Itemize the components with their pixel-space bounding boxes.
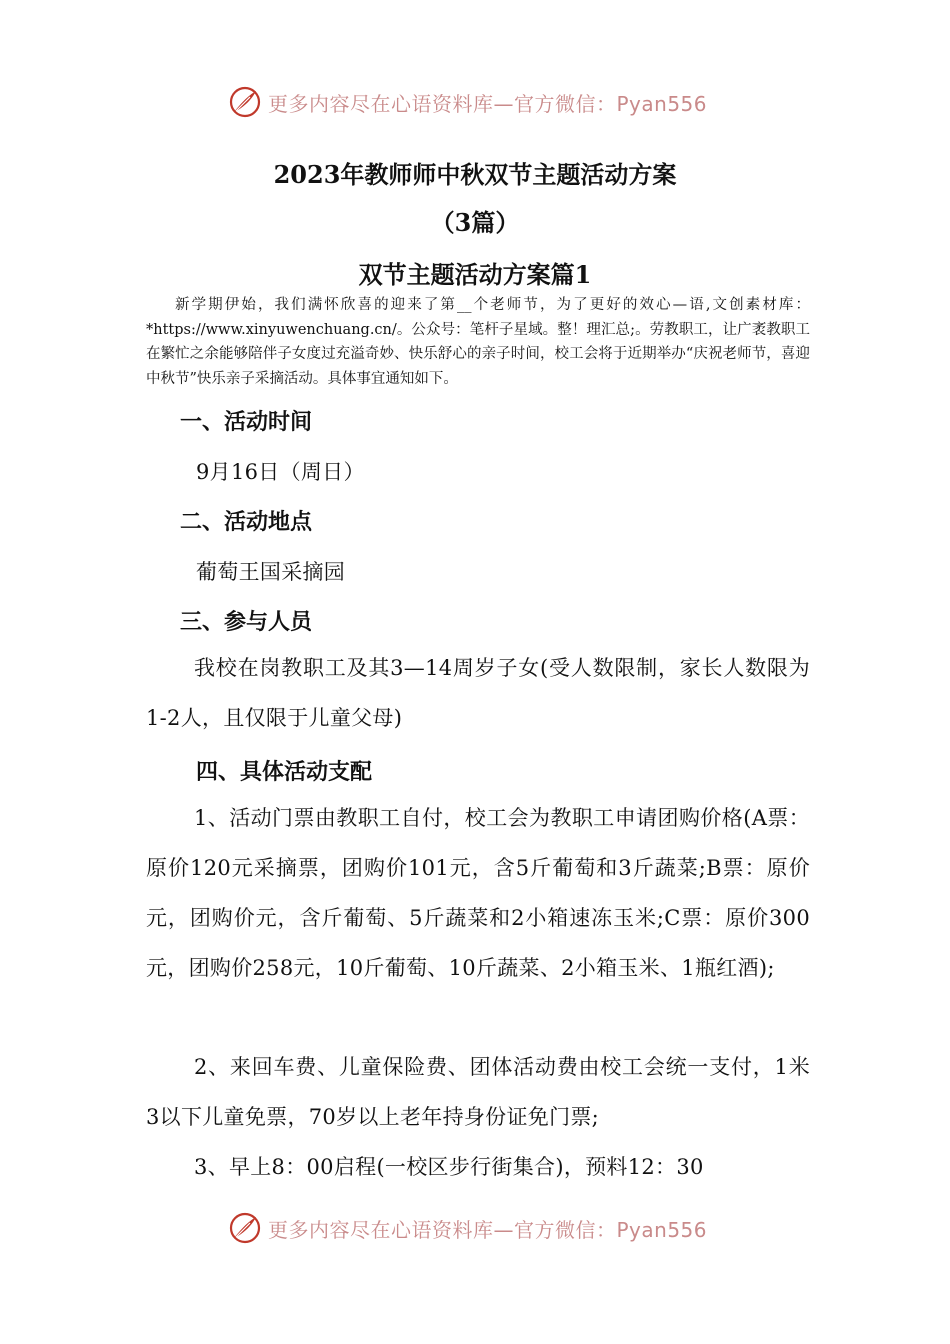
document-title: 2023年教师师中秋双节主题活动方案 [273,160,677,189]
intro-paragraph: 新学期伊始，我们满怀欣喜的迎来了第__个老师节，为了更好的效心—语,文创素材库：*https://www.xinyuwenchuang.cn/。公众号：笔杆子星域。整！理汇总;。劳教职工，让广袤教职工在繁忙之余能够陪伴子女度过充溢奇妙、快乐舒心的亲子时间，校工会将于近期举办“庆祝老师节，喜迎中秋节”快乐亲子采摘活动。具体事宜通知如下。 [146,297,810,387]
heading-activity-arrangement: 四、具体活动支配 [196,759,373,785]
heading-activity-time: 一、活动时间 [180,409,313,435]
heading-activity-location: 二、活动地点 [180,509,313,535]
watermark-text: 更多内容尽在心语资料库—官方微信：Pyan556 [268,1217,708,1242]
activity-time-text: 9月16日（周日） [196,460,365,484]
arrangement-item-2: 2、来回车费、儿童保险费、团体活动费由校工会统一支付，1米3以下儿童免票，70岁以上老年持身份证免门票; [146,1055,810,1129]
heading-participants: 三、参与人员 [180,609,313,635]
participants-paragraph: 我校在岗教职工及其3—14周岁子女(受人数限制，家长人数限为1-2人，且仅限于儿童父母) [146,656,810,730]
watermark-text: 更多内容尽在心语资料库—官方微信：Pyan556 [268,91,708,116]
footer-watermark [228,1208,748,1248]
document-subtitle: （3篇） [430,208,520,237]
section-title: 双节主题活动方案篇1 [358,260,592,289]
activity-location-text: 葡萄王国采摘园 [196,560,346,584]
quill-logo-icon [228,1211,262,1245]
arrangement-item-3: 3、早上8：00启程(一校区步行街集合)，预料12：30 [194,1155,704,1179]
arrangement-item-1: 1、活动门票由教职工自付，校工会为教职工申请团购价格(A票：原价120元采摘票，团购价101元，含5斤葡萄和3斤蔬菜;B票：原价元，团购价元，含斤葡萄、5斤蔬菜和2小箱速冻玉米;C票：原价300元，团购价258元，10斤葡萄、10斤蔬菜、2小箱玉米、1瓶红酒); [146,806,810,980]
header-watermark [228,82,748,122]
quill-logo-icon [228,85,262,119]
